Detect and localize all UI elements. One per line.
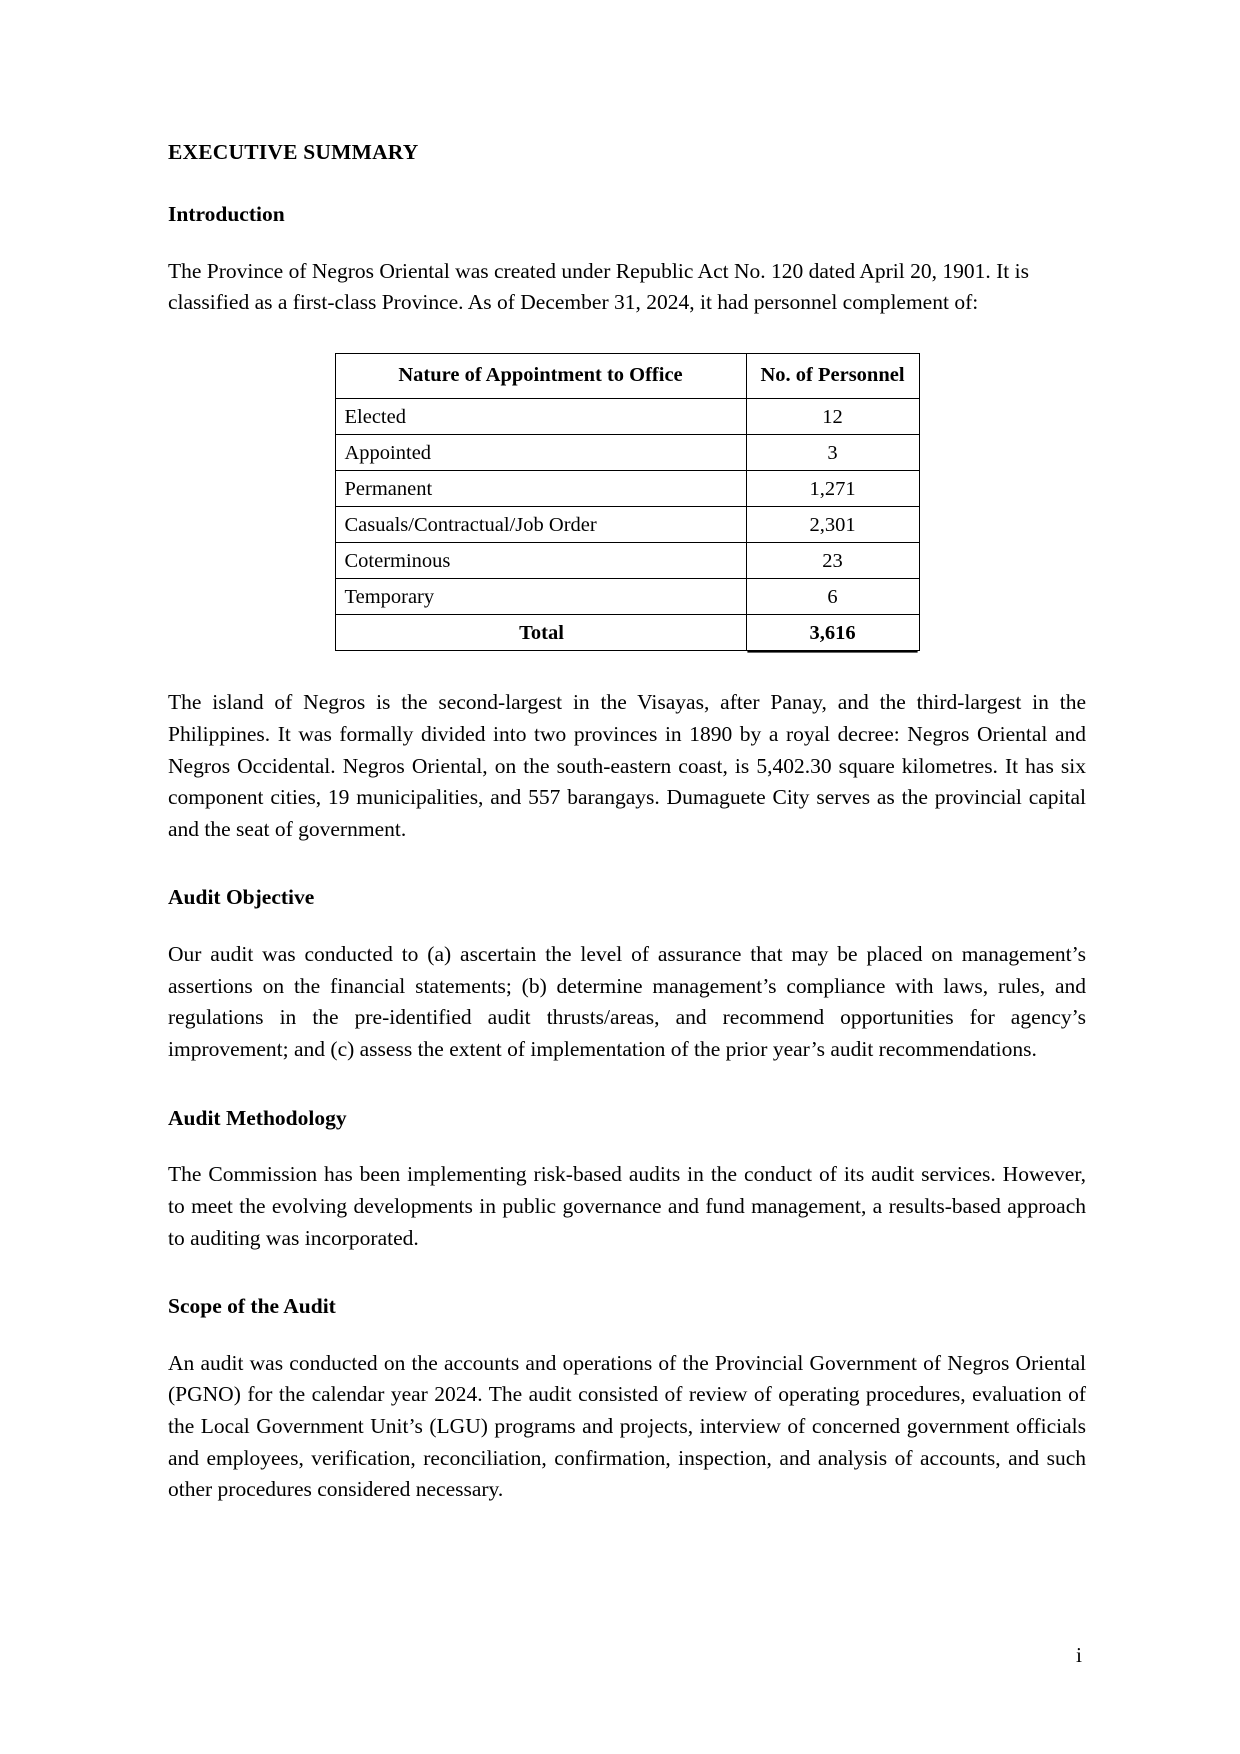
section-heading-scope-of-the-audit: Scope of the Audit	[168, 1294, 336, 1319]
section-heading-audit-methodology: Audit Methodology	[168, 1105, 347, 1130]
cell-count: 3	[746, 435, 919, 471]
personnel-table-body	[335, 399, 919, 651]
cell-total-value: 3,616	[746, 615, 919, 651]
audit-methodology-paragraph: The Commission has been implementing risk-based audits in the conduct of its audit services. However, to meet the evolving developments in public governance and fund management, a results-based approach to auditing was incorporated.	[168, 1162, 1086, 1250]
scope-of-the-audit-paragraph: An audit was conducted on the accounts and operations of the Provincial Government of Negros Oriental (PGNO) for the calendar year 2024. The audit consisted of review of operating procedures, evaluation of the Local Government Unit’s (LGU) programs and projects, interview of concerned government officials and employees, verification, reconciliation, confirmation, inspection, and analysis of accounts, and such other procedures considered necessary.	[168, 1350, 1086, 1502]
cell-count: 6	[746, 579, 919, 615]
cell-nature: Coterminous	[335, 543, 746, 579]
table-row	[335, 471, 919, 507]
cell-nature: Appointed	[335, 435, 746, 471]
table-row	[335, 543, 919, 579]
cell-nature: Elected	[335, 399, 746, 435]
cell-count: 2,301	[746, 507, 919, 543]
table-total-row	[335, 615, 919, 651]
audit-objective-paragraph: Our audit was conducted to (a) ascertain the level of assurance that may be placed on management’s assertions on the financial statements; (b) determine management’s compliance with laws, rules, and regulations in the pre-identified audit thrusts/areas, and recommend opportunities for agency’s improvement; and (c) assess the extent of implementation of the prior year’s audit recommendations.	[168, 942, 1086, 1061]
cell-total-label: Total	[335, 615, 746, 651]
personnel-table-head	[335, 353, 919, 399]
table-row	[335, 507, 919, 543]
cell-count: 1,271	[746, 471, 919, 507]
cell-nature: Temporary	[335, 579, 746, 615]
personnel-table	[335, 353, 920, 652]
personnel-table-container	[168, 353, 1086, 652]
introduction-paragraph-1: The Province of Negros Oriental was created under Republic Act No. 120 dated April 20, 1901. It is classified as a first-class Province. As of December 31, 2024, it had personnel complement of:	[168, 258, 1029, 315]
column-header-nature: Nature of Appointment to Office	[335, 353, 746, 399]
cell-count: 23	[746, 543, 919, 579]
cell-count: 12	[746, 399, 919, 435]
introduction-paragraph-2: The island of Negros is the second-largest in the Visayas, after Panay, and the third-largest in the Philippines. It was formally divided into two provinces in 1890 by a royal decree: Negros Oriental and Negros Occidental. Negros Oriental, on the south-eastern coast, is 5,402.30 square kilometres. It has six component cities, 19 municipalities, and 557 barangays. Dumaguete City serves as the provincial capital and the seat of government.	[168, 690, 1086, 841]
table-header-row	[335, 353, 919, 399]
table-row	[335, 399, 919, 435]
cell-nature: Casuals/Contractual/Job Order	[335, 507, 746, 543]
page-title: EXECUTIVE SUMMARY	[168, 140, 419, 164]
page-number: i	[1076, 1642, 1082, 1667]
section-heading-introduction: Introduction	[168, 201, 285, 226]
cell-nature: Permanent	[335, 471, 746, 507]
section-heading-audit-objective: Audit Objective	[168, 885, 315, 910]
table-row	[335, 435, 919, 471]
table-row	[335, 579, 919, 615]
column-header-count: No. of Personnel	[746, 353, 919, 399]
